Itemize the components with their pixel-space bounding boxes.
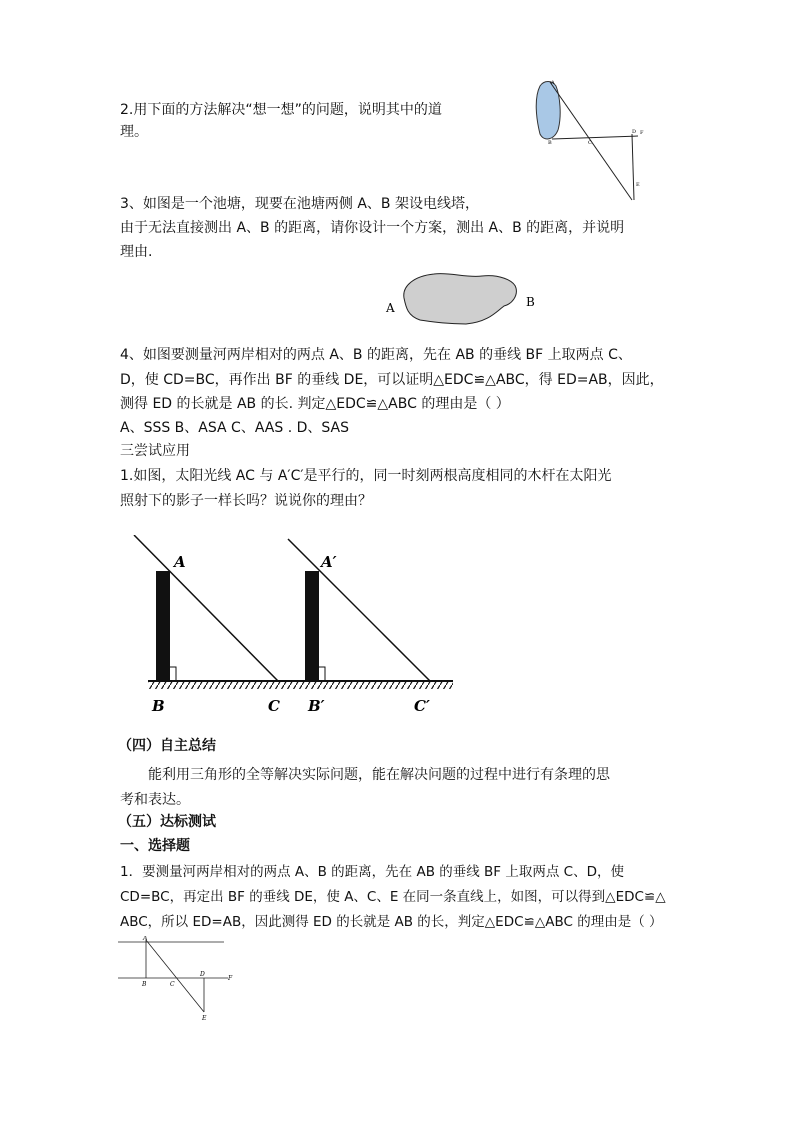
q4-line3: 测得 ED 的长就是 AB 的长. 判定△EDC≌△ABC 的理由是（ ） <box>120 396 510 412</box>
section5-q1-line2: CD=BC，再定出 BF 的垂线 DE，使 A、C、E 在同一条直线上，如图，可以得到△EDC≌△ <box>120 889 666 905</box>
section3-q1-line1: 1.如图，太阳光线 AC 与 A′C′是平行的，同一时刻两根高度相同的木杆在太阳光 <box>120 468 612 484</box>
q2-label-f: F <box>640 130 644 136</box>
label-b-prime: B′ <box>308 697 325 715</box>
q4-line2: D，使 CD=BC，再作出 BF 的垂线 DE，可以证明△EDC≌△ABC，得 ED=AB，因此， <box>120 372 664 388</box>
q3-line2: 由于无法直接测出 A、B 的距离，请你设计一个方案，测出 A、B 的距离，并说明 <box>120 220 625 236</box>
section4-line1: 能利用三角形的全等解决实际问题，能在解决问题的过程中进行有条理的思 <box>148 767 610 783</box>
q4-line1: 4、如图要测量河两岸相对的两点 A、B 的距离，先在 AB 的垂线 BF 上取两点 C、 <box>120 347 632 363</box>
pond-shape <box>536 82 560 139</box>
pond-figure <box>380 268 550 328</box>
label-b: B <box>152 697 165 715</box>
river-label-d: D <box>200 971 205 978</box>
label-a: A <box>174 553 186 571</box>
section5-heading: （五）达标测试 <box>118 814 216 830</box>
pond-label-b: B <box>526 295 535 309</box>
q3-line3: 理由. <box>120 244 153 260</box>
section4-line2: 考和表达。 <box>120 792 190 808</box>
river-label-a: A <box>143 936 148 942</box>
q2-label-b: B <box>548 140 552 146</box>
section3-q1-line2: 照射下的影子一样长吗？说说你的理由？ <box>120 493 372 509</box>
section5-q1-line1: 1．要测量河两岸相对的两点 A、B 的距离，先在 AB 的垂线 BF 上取两点 C、D，使 <box>120 864 624 880</box>
q2-line1: 2.用下面的方法解决“想一想”的问题，说明其中的道 <box>120 102 442 118</box>
pole-2 <box>305 571 319 681</box>
pond-blob <box>404 274 517 324</box>
river-label-f: F <box>228 975 233 982</box>
section5-subheading: 一、选择题 <box>120 838 190 854</box>
q3-line1: 3、如图是一个池塘，现要在池塘两侧 A、B 架设电线塔， <box>120 196 479 212</box>
label-c-prime: C′ <box>414 697 430 715</box>
river-label-b: B <box>142 981 147 988</box>
q2-label-c: C <box>588 140 592 146</box>
sun-ray-1 <box>134 535 278 681</box>
q2-label-d: D <box>632 129 637 135</box>
section4-heading: （四）自主总结 <box>118 738 216 754</box>
sunlight-figure <box>128 535 458 717</box>
river-label-e: E <box>202 1015 207 1022</box>
q2-label-e: E <box>636 182 640 188</box>
q2-line2: 理。 <box>120 124 148 140</box>
river-label-c: C <box>170 981 175 988</box>
pole-1 <box>156 571 170 681</box>
pond-label-a: A <box>386 301 395 315</box>
q2-figure <box>530 78 650 204</box>
section3-heading: 三尝试应用 <box>120 443 190 459</box>
label-a-prime: A′ <box>321 553 337 571</box>
river-figure <box>116 936 236 1022</box>
section5-q1-line3: ABC，所以 ED=AB，因此测得 ED 的长就是 AB 的长，判定△EDC≌△ABC 的理由是（ ） <box>120 914 663 930</box>
q4-options: A、SSS B、ASA C、AAS . D、SAS <box>120 420 349 436</box>
label-c: C <box>268 697 280 715</box>
q2-label-a: A <box>551 80 555 86</box>
